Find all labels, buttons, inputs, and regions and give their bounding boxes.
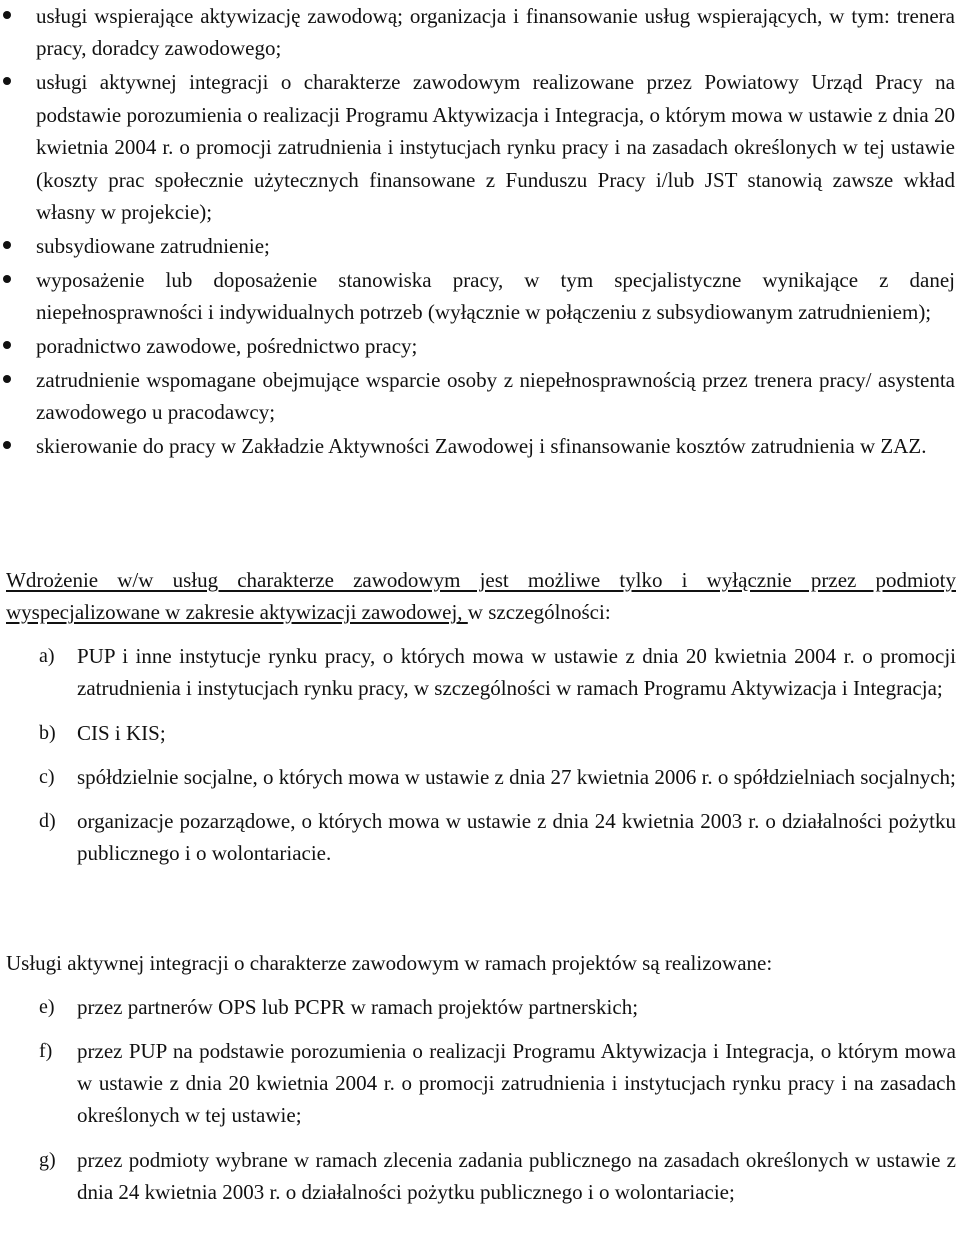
list-marker: d) xyxy=(39,810,56,832)
bullet-item: subsydiowane zatrudnienie; xyxy=(0,230,955,262)
list-marker: a) xyxy=(39,645,55,667)
bullet-item: zatrudnienie wspomagane obejmujące wsparcie osoby z niepełnosprawnością przez trenera pracy/ asystenta zawodowego u pracodawcy; xyxy=(0,364,955,429)
list-marker: b) xyxy=(39,722,56,744)
list-marker: f) xyxy=(39,1040,53,1062)
entities-list xyxy=(0,640,960,869)
list-item-text: CIS i KIS; xyxy=(77,721,166,745)
bullet-item: poradnictwo zawodowe, pośrednictwo pracy; xyxy=(0,330,955,362)
bullet-list xyxy=(0,0,960,464)
list-item-text: przez PUP na podstawie porozumienia o realizacji Programu Aktywizacja i Integracja, o którym mowa w ustawie z dnia 20 kwietnia 2004 r. o promocji zatrudnienia i instytucjach rynku pracy i na zasadach określonych w tej ustawie; xyxy=(77,1039,956,1127)
list-item xyxy=(0,640,956,704)
list-item xyxy=(0,805,956,869)
underlined-text: Wdrożenie w/w usług charakterze zawodowym jest możliwe tylko i wyłącznie przez podmioty wyspecjalizowane w zakresie aktywizacji zawodowej, xyxy=(6,568,956,624)
list-item xyxy=(0,717,956,749)
list-marker: c) xyxy=(39,766,55,788)
list-item-text: spółdzielnie socjalne, o których mowa w ustawie z dnia 27 kwietnia 2006 r. o spółdzielniach socjalnych; xyxy=(77,765,956,789)
paragraph-text: w szczególności: xyxy=(467,600,611,624)
list-item-text: PUP i inne instytucje rynku pracy, o których mowa w ustawie z dnia 20 kwietnia 2004 r. o promocji zatrudnienia i instytucjach rynku pracy, w szczególności w ramach Programu Aktywizacja i Integracja; xyxy=(77,644,956,700)
list-item xyxy=(0,761,956,793)
services-heading: Usługi aktywnej integracji o charakterze zawodowym w ramach projektów są realizowane: xyxy=(6,951,773,975)
implementation-paragraph xyxy=(6,564,956,628)
list-marker: e) xyxy=(39,996,55,1018)
list-marker: g) xyxy=(39,1149,56,1171)
list-item-text: przez partnerów OPS lub PCPR w ramach projektów partnerskich; xyxy=(77,995,639,1019)
bullet-item: usługi wspierające aktywizację zawodową; organizacja i finansowanie usług wspierających, w tym: trenera pracy, doradcy zawodowego; xyxy=(0,0,955,65)
list-item xyxy=(0,1144,956,1208)
list-item-text: przez podmioty wybrane w ramach zlecenia zadania publicznego na zasadach określonych w ustawie z dnia 24 kwietnia 2003 r. o działalności pożytku publicznego i o wolontariacie; xyxy=(77,1148,956,1204)
bullet-item: skierowanie do pracy w Zakładzie Aktywności Zawodowej i sfinansowanie kosztów zatrudnienia w ZAZ. xyxy=(0,430,955,462)
list-item-text: organizacje pozarządowe, o których mowa w ustawie z dnia 24 kwietnia 2003 r. o działalności pożytku publicznego i o wolontariacie. xyxy=(77,809,956,865)
list-item xyxy=(0,1035,956,1131)
services-list xyxy=(0,991,960,1208)
list-item xyxy=(0,991,956,1023)
bullet-item: wyposażenie lub doposażenie stanowiska pracy, w tym specjalistyczne wynikające z danej niepełnosprawności i indywidualnych potrzeb (wyłącznie w połączeniu z subsydiowanym zatrudnieniem); xyxy=(0,264,955,329)
bullet-item: usługi aktywnej integracji o charakterze zawodowym realizowane przez Powiatowy Urząd Pracy na podstawie porozumienia o realizacji Programu Aktywizacja i Integracja, o którym mowa w ustawie z dnia 20 kwietnia 2004 r. o promocji zatrudnienia i instytucjach rynku pracy i na zasadach określonych w tej ustawie (koszty prac społecznie użytecznych finansowane z Funduszu Pracy i/lub JST stanowią zawsze wkład własny w projekcie); xyxy=(0,66,955,228)
